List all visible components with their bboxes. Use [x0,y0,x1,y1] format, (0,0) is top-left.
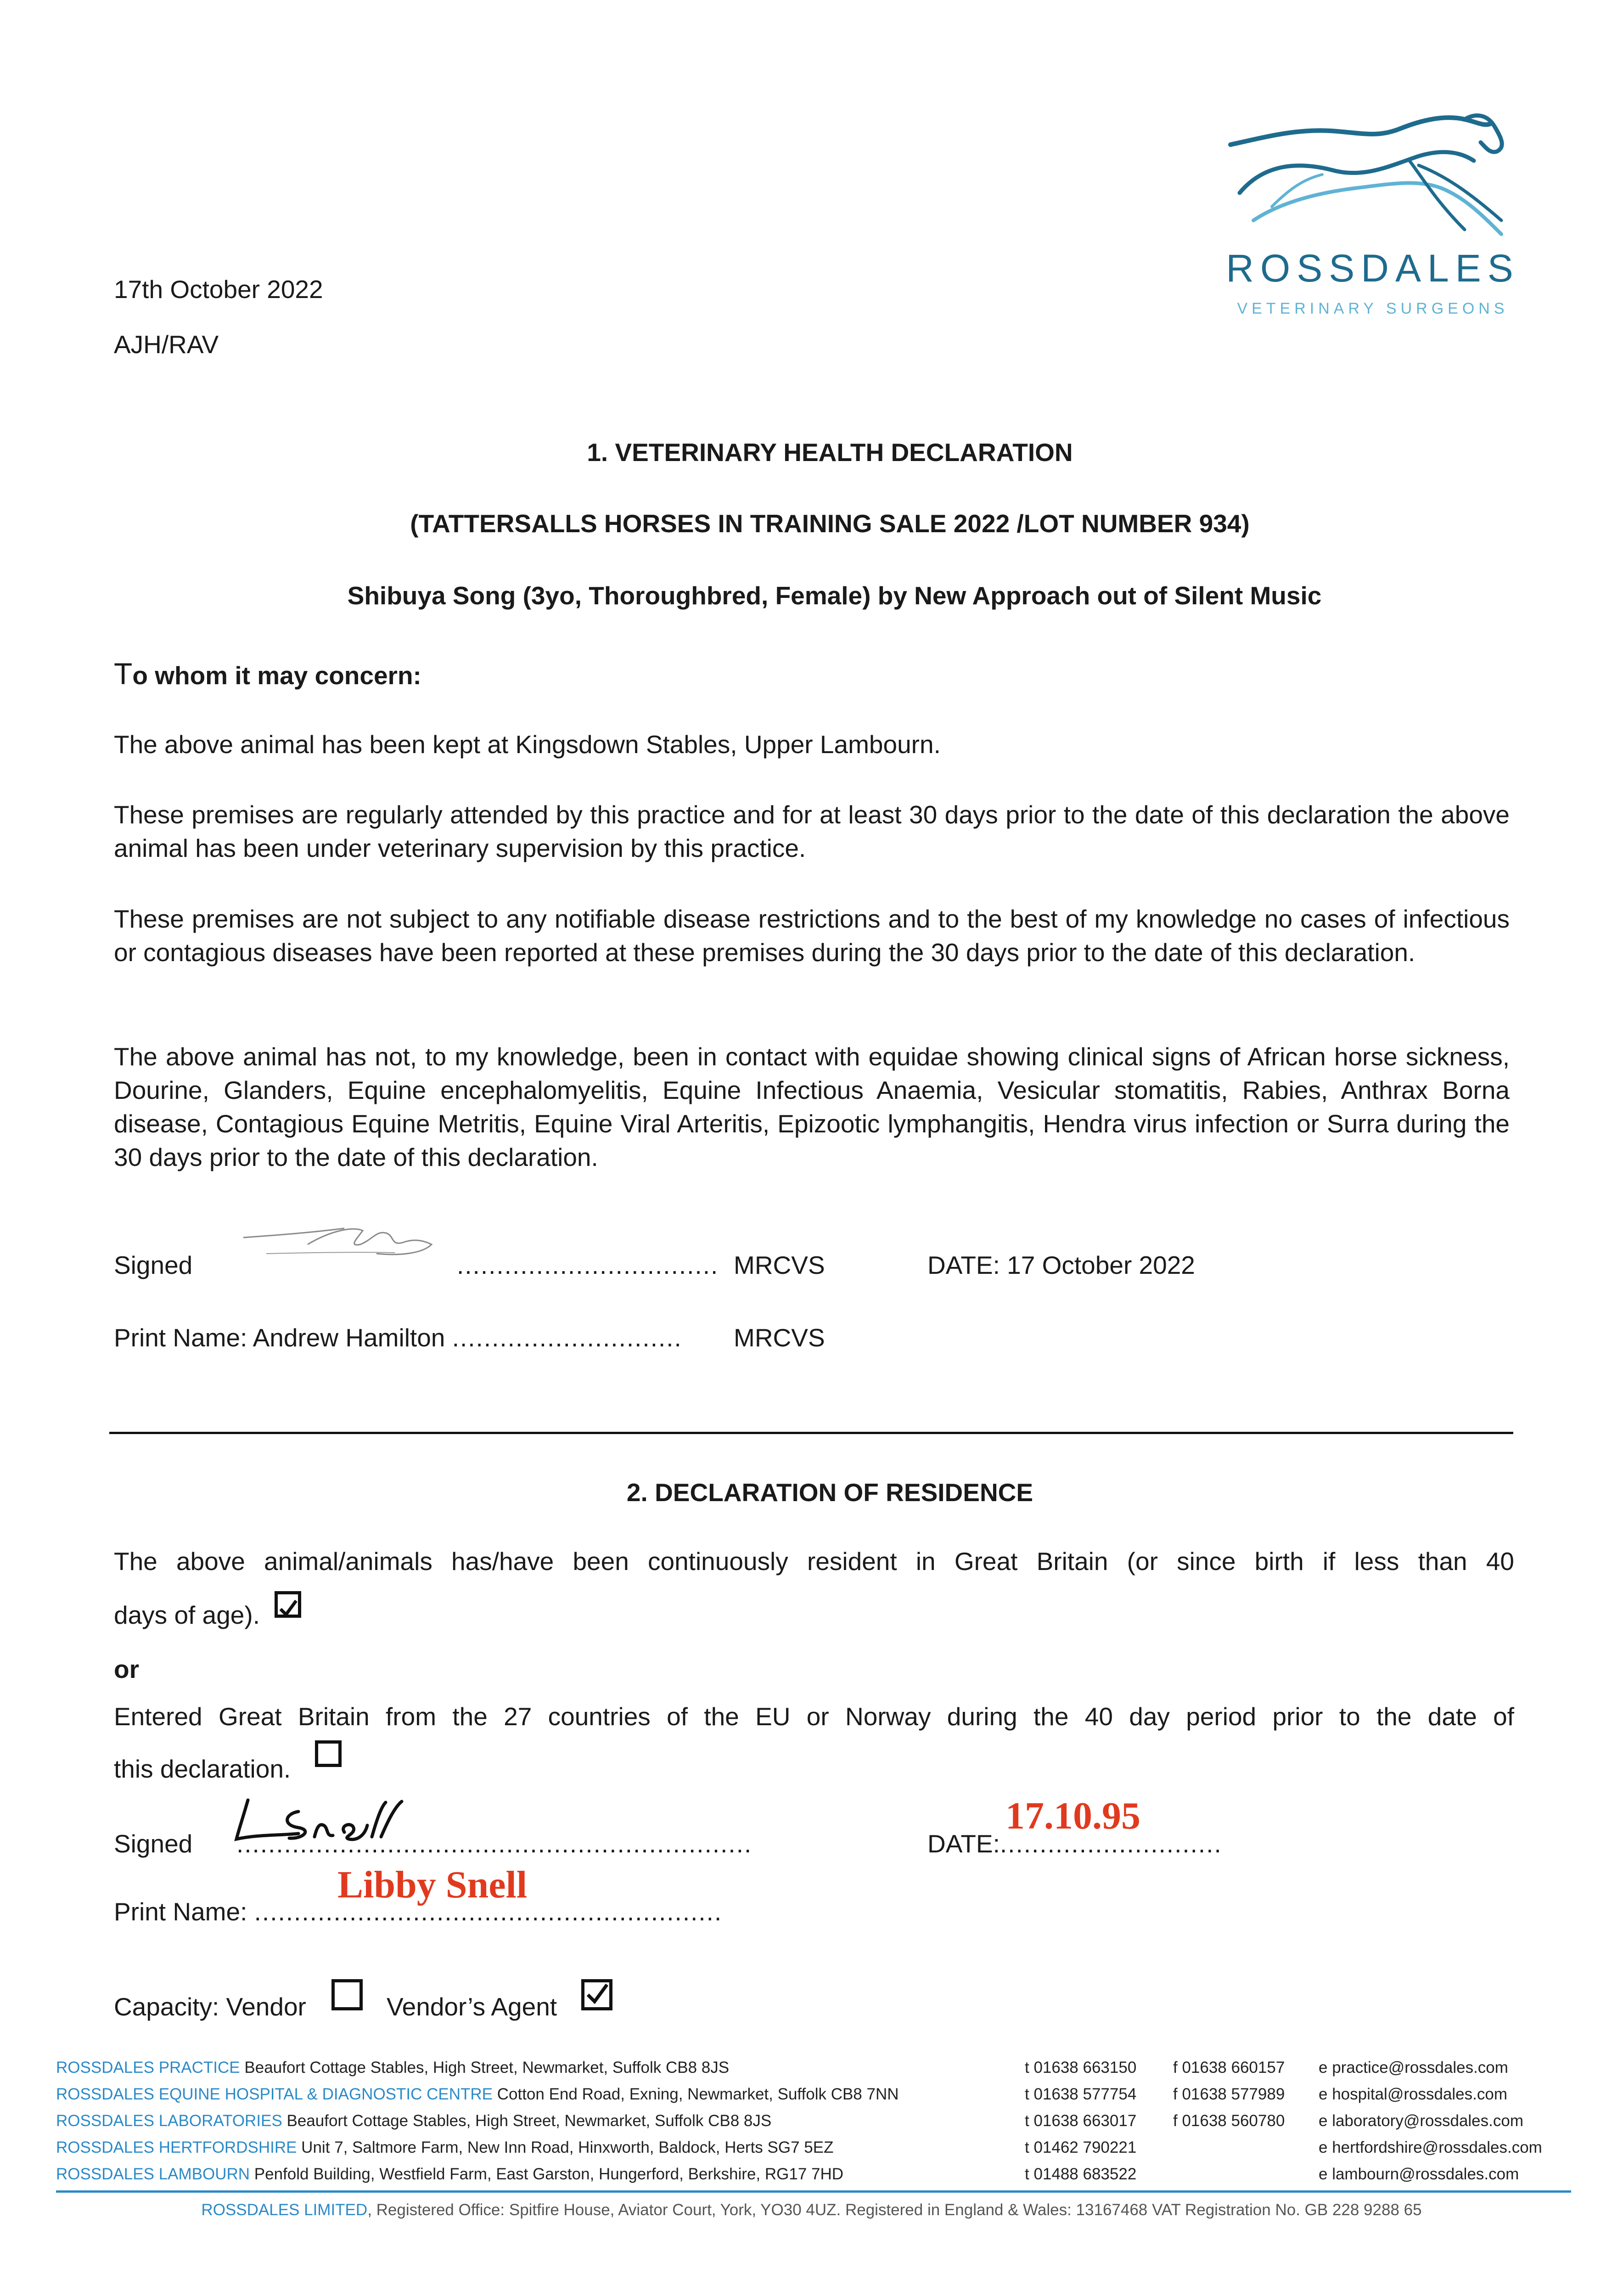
animal-description: Shibuya Song (3yo, Thoroughbred, Female) by New Approach out of Silent Music [347,581,1322,610]
footer-lab-phone-wrap [1025,2110,1136,2132]
footer-hospital-tel: t 01638 577754 [1025,2085,1137,2103]
footer-practice-fax-wrap [1173,2057,1285,2078]
footer-lab-address: Beaufort Cottage Stables, High Street, Newmarket, Suffolk CB8 8JS [282,2112,772,2130]
footer-row-hertfordshire [56,2137,833,2158]
footer-practice-fax: f 01638 660157 [1173,2059,1285,2077]
letter-date: 17th October 2022 [114,275,323,304]
residence-option1-line2: days of age). [114,1601,260,1629]
footer-row-laboratories [56,2110,771,2132]
option2-checkbox[interactable] [315,1740,342,1767]
print-name [114,1322,682,1355]
section1-subheading: (TATTERSALLS HORSES IN TRAINING SALE 2022 /LOT NUMBER 934) [410,509,1250,538]
checkmark-icon [278,1599,298,1619]
vendors-agent-checkbox[interactable] [581,1979,612,2010]
capacity-vendor-label: Capacity: Vendor [114,1992,306,2021]
footer-limited-text: , Registered Office: Spitfire House, Aviator Court, York, YO30 4UZ. Registered in England & Wales: 13167468 VAT Registration No. GB 228 9288 65 [367,2201,1422,2219]
salutation-text: o whom it may concern: [132,661,421,690]
footer-hospital-phone-wrap [1025,2084,1136,2105]
footer-practice-address: Beaufort Cottage Stables, High Street, Newmarket, Suffolk CB8 8JS [240,2059,730,2077]
footer-hospital-email[interactable]: e hospital@rossdales.com [1319,2085,1507,2103]
footer-herts-name: ROSSDALES HERTFORDSHIRE [56,2138,297,2156]
footer-limited-name: ROSSDALES LIMITED [201,2201,368,2219]
footer-herts-email-wrap[interactable] [1319,2137,1542,2158]
footer-lab-name: ROSSDALES LABORATORIES [56,2112,282,2130]
declaration-date: DATE: 17 October 2022 [927,1251,1195,1279]
footer-divider [56,2190,1571,2193]
signed-label: Signed [114,1251,193,1279]
footer-herts-tel: t 01462 790221 [1025,2138,1137,2156]
footer-row-lambourn [56,2164,843,2185]
section2-heading: 2. DECLARATION OF RESIDENCE [626,1478,1033,1507]
logo [1221,110,1524,331]
footer-lab-email-wrap[interactable] [1319,2110,1523,2132]
signed-dots: ................................. [457,1251,719,1279]
footer-lambourn-email[interactable]: e lambourn@rossdales.com [1319,2165,1519,2183]
footer-herts-phone-wrap [1025,2137,1136,2158]
footer-practice-phone [1025,2057,1136,2078]
print-name-label-2: Print Name: [114,1897,247,1926]
paragraph-4: The above animal has not, to my knowledge, been in contact with equidae showing clinical signs of African horse sickness, Dourine, Glanders, Equine encephalomyelitis, Equine Infectious Anaemia, Vesicular stomatitis, Rabies, Anthrax Borna disease, Contagious Equine Metritis, Equine Viral Arteritis, Epizootic lymphangitis, Hendra virus infection or Surra during the 30 days prior to the date of this declaration. [114,1042,1510,1171]
footer-lab-tel: t 01638 663017 [1025,2112,1137,2130]
date-label-2: DATE: [927,1829,1000,1858]
salutation-initial: T [114,657,133,691]
print-name-2 [114,1896,722,1929]
footer-row-hospital [56,2084,899,2105]
print-name-dots: ............................. [452,1323,682,1352]
paragraph-2: These premises are regularly attended by this practice and for at least 30 days prior to the date of this declaration the above animal has been under veterinary supervision by this practice. [114,800,1510,862]
signature-image [239,1212,441,1263]
option1-checkbox[interactable] [275,1591,301,1618]
print-name-label: Print Name: Andrew Hamilton [114,1323,445,1352]
footer-practice-email-wrap[interactable] [1319,2057,1508,2078]
vendors-agent-label: Vendor’s Agent [387,1992,557,2021]
footer-lab-fax-wrap [1173,2110,1285,2132]
footer-lambourn-tel: t 01488 683522 [1025,2165,1137,2183]
date-handwritten: 17.10.95 [1005,1795,1140,1837]
footer-lambourn-email-wrap[interactable] [1319,2164,1519,2185]
footer-practice-tel: t 01638 663150 [1025,2059,1137,2077]
section-divider [109,1432,1513,1434]
paragraph-3: These premises are not subject to any notifiable disease restrictions and to the best of my knowledge no cases of infectious or contagious diseases have been reported at these premises during the 30 days prior to the date of this declaration. [114,905,1510,967]
footer-lab-fax: f 01638 560780 [1173,2112,1285,2130]
logo-name: ROSSDALES [1226,247,1520,290]
paragraph-1: The above animal has been kept at Kingsdown Stables, Upper Lambourn. [114,730,941,759]
footer-practice-email[interactable]: e practice@rossdales.com [1319,2059,1508,2077]
footer-hospital-fax: f 01638 577989 [1173,2085,1285,2103]
residence-option2-line2: this declaration. [114,1755,291,1783]
horse-logo-icon [1226,110,1520,248]
footer-registered-office [0,2200,1623,2221]
print-name-dots-2: ........................................................... [254,1897,723,1926]
salutation [114,654,421,694]
or-label: or [114,1655,139,1683]
date-dots: ............................ [1000,1829,1222,1858]
residence-option1-line1: The above animal/animals has/have been continuously resident in Great Britain (or since birth if less than 40 [114,1547,1514,1576]
mrcvs-label: MRCVS [734,1251,825,1279]
footer-hospital-address: Cotton End Road, Exning, Newmarket, Suffolk CB8 7NN [493,2085,899,2103]
footer-hospital-fax-wrap [1173,2084,1285,2105]
residence-option2-line1: Entered Great Britain from the 27 countries of the EU or Norway during the 40 day period prior to the date of [114,1702,1514,1731]
vendor-checkbox[interactable] [331,1979,363,2010]
footer-row-practice [56,2057,729,2078]
footer-herts-email[interactable]: e hertfordshire@rossdales.com [1319,2138,1542,2156]
footer-lambourn-name: ROSSDALES LAMBOURN [56,2165,250,2183]
mrcvs-label-2: MRCVS [734,1323,825,1352]
reference: AJH/RAV [114,330,219,359]
footer-hospital-name: ROSSDALES EQUINE HOSPITAL & DIAGNOSTIC CENTRE [56,2085,493,2103]
section1-heading: 1. VETERINARY HEALTH DECLARATION [587,438,1073,467]
footer-lambourn-phone-wrap [1025,2164,1136,2185]
signed-label-2: Signed [114,1829,193,1858]
checkmark-icon [584,1982,609,2007]
logo-tagline: VETERINARY SURGEONS [1237,300,1509,317]
signed-dots-2: ................................................................. [236,1829,753,1858]
footer-hospital-email-wrap[interactable] [1319,2084,1507,2105]
footer-herts-address: Unit 7, Saltmore Farm, New Inn Road, Hinxworth, Baldock, Herts SG7 5EZ [297,2138,834,2156]
footer-lab-email[interactable]: e laboratory@rossdales.com [1319,2112,1523,2130]
footer-lambourn-address: Penfold Building, Westfield Farm, East Garston, Hungerford, Berkshire, RG17 7HD [250,2165,844,2183]
footer-practice-name: ROSSDALES PRACTICE [56,2059,240,2077]
print-name-handwritten: Libby Snell [337,1863,528,1906]
